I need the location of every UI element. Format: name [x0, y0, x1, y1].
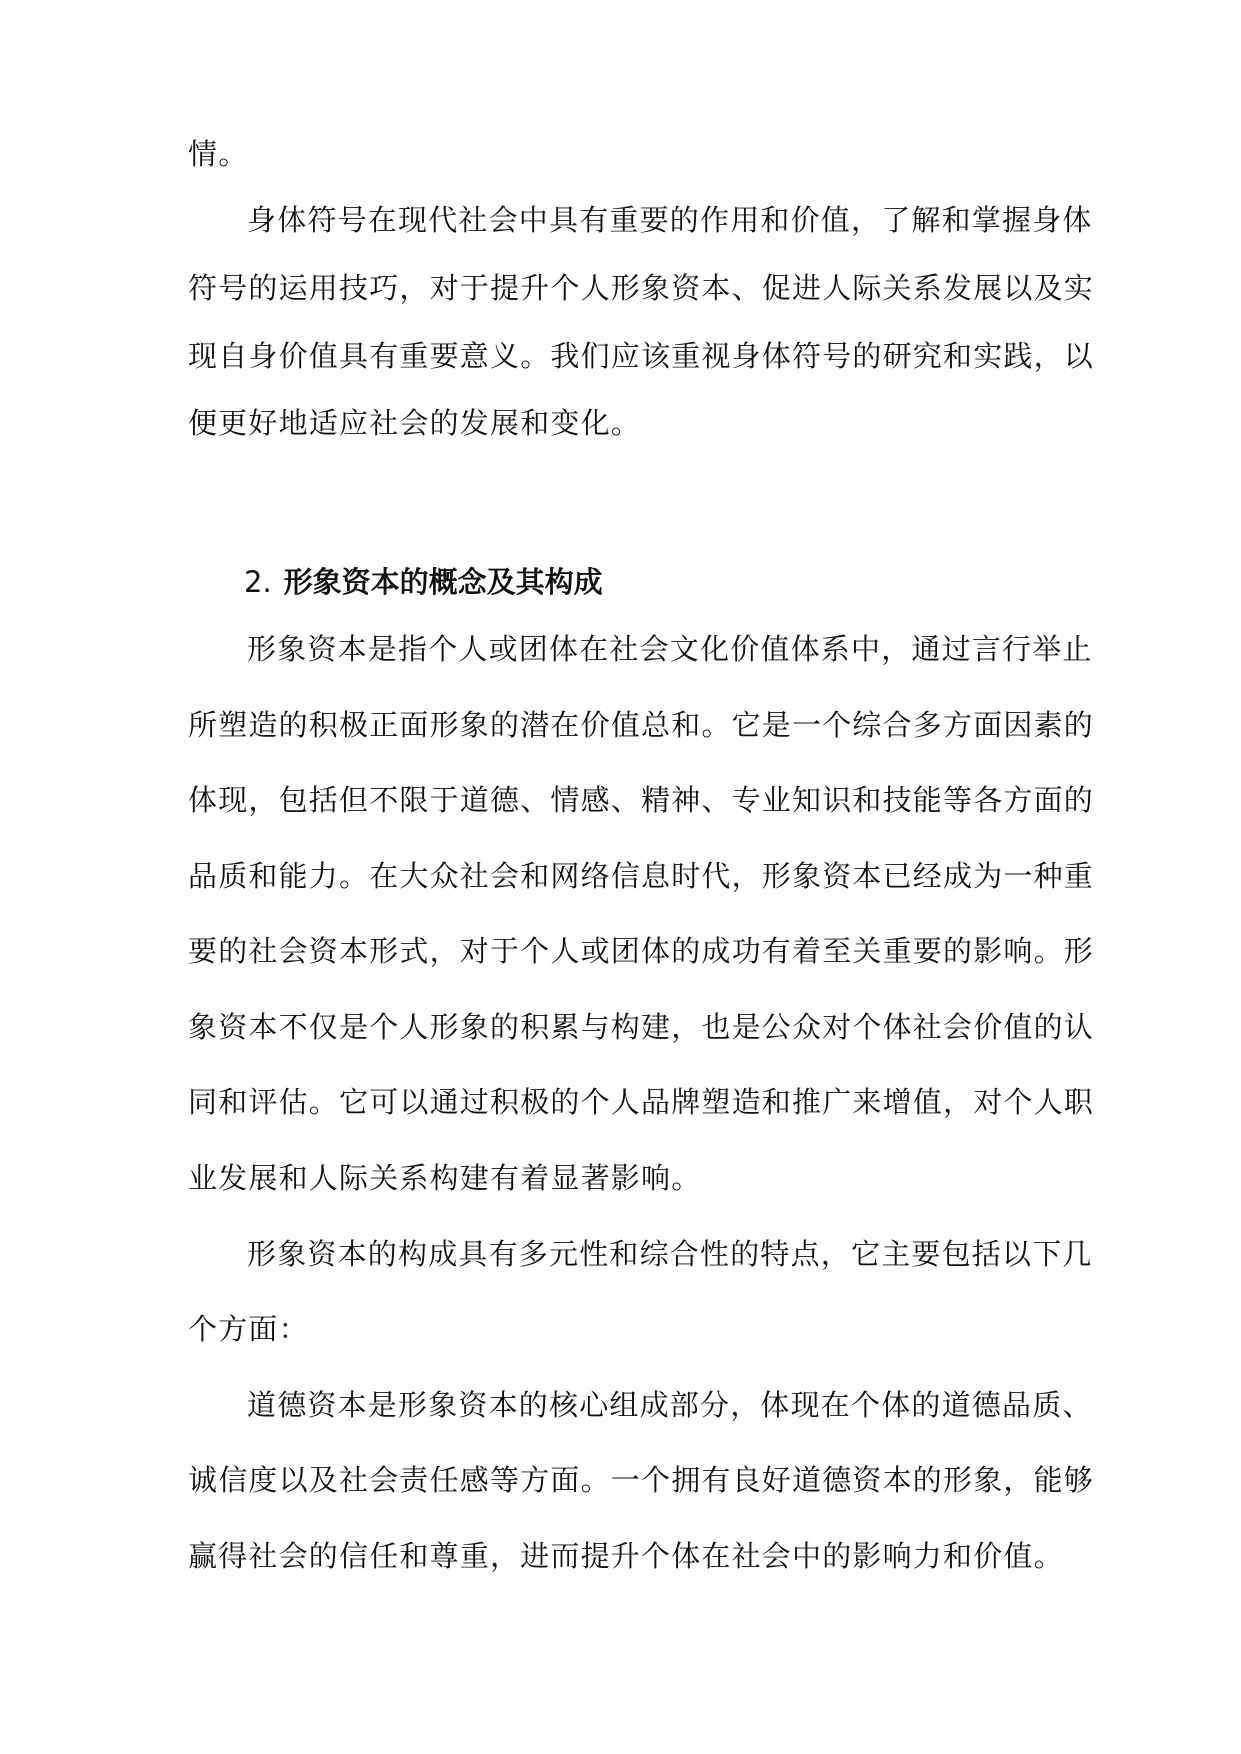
text-line: 体现，包括但不限于道德、情感、精神、专业知识和技能等各方面的	[188, 783, 1095, 817]
text-line: 现自身价值具有重要意义。我们应该重视身体符号的研究和实践，以	[188, 339, 1095, 373]
text-line: 诚信度以及社会责任感等方面。一个拥有良好道德资本的形象，能够	[188, 1463, 1095, 1497]
text-line: 象资本不仅是个人形象的积累与构建，也是公众对个体社会价值的认	[188, 1010, 1095, 1044]
text-line: 形象资本是指个人或团体在社会文化价值体系中，通过言行举止	[247, 632, 1093, 666]
text-line: 身体符号在现代社会中具有重要的作用和价值，了解和掌握身体	[247, 203, 1093, 237]
text-line: 同和评估。它可以通过积极的个人品牌塑造和推广来增值，对个人职	[188, 1085, 1095, 1119]
text-line: 符号的运用技巧，对于提升个人形象资本、促进人际关系发展以及实	[188, 271, 1095, 305]
text-line: 便更好地适应社会的发展和变化。	[188, 406, 642, 440]
text-line: 要的社会资本形式，对于个人或团体的成功有着至关重要的影响。形	[188, 934, 1095, 968]
section-title: 形象资本的概念及其构成	[283, 565, 603, 599]
text-line: 道德资本是形象资本的核心组成部分，体现在个体的道德品质、	[247, 1388, 1093, 1422]
text-line: 品质和能力。在大众社会和网络信息时代，形象资本已经成为一种重	[188, 859, 1095, 893]
section-heading	[244, 562, 603, 602]
text-line: 情。	[188, 137, 249, 171]
text-line: 个方面：	[188, 1312, 309, 1346]
section-number: 2.	[244, 565, 272, 599]
text-line: 所塑造的积极正面形象的潜在价值总和。它是一个综合多方面因素的	[188, 708, 1095, 742]
text-line: 业发展和人际关系构建有着显著影响。	[188, 1161, 702, 1195]
text-line: 赢得社会的信任和尊重，进而提升个体在社会中的影响力和价值。	[188, 1539, 1064, 1573]
text-line: 形象资本的构成具有多元性和综合性的特点，它主要包括以下几	[247, 1237, 1093, 1271]
